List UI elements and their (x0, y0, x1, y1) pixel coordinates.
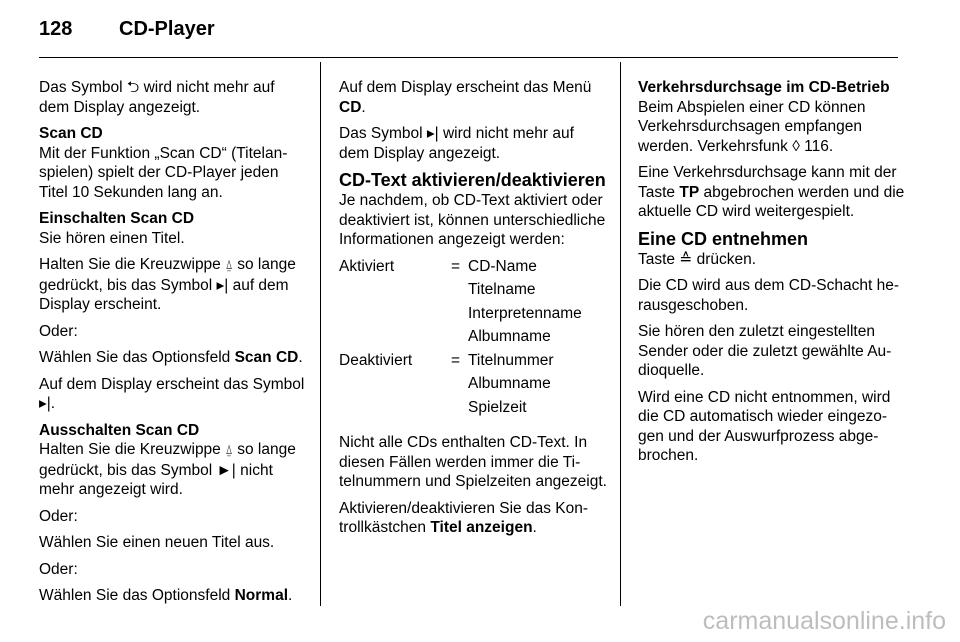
deactivated-value: Albumname (468, 375, 551, 392)
menu-cd-paragraph (339, 78, 607, 117)
scan-on-paragraph-5: Auf dem Display erscheint das Symbol ▸|. (39, 375, 305, 412)
table-row (339, 374, 582, 398)
equals-sign: = (451, 257, 461, 275)
scan-on-section (39, 209, 307, 248)
column-3 (638, 78, 906, 473)
checkbox-paragraph (339, 499, 607, 538)
scan-on-paragraph-4 (39, 348, 307, 368)
oder-2: Oder: (39, 507, 78, 525)
text-run: Aktivieren/deaktivieren Sie das Kontrollkästchen (339, 499, 589, 536)
text-run: Halten Sie die Kreuzwippe (39, 256, 226, 273)
scan-off-heading: Ausschalten Scan CD (39, 421, 200, 439)
eject-paragraph-1: Taste ≙ drücken. (638, 250, 757, 268)
page-header (39, 18, 215, 48)
activated-value: Interpretenname (468, 304, 582, 322)
symbol-paragraph: Das Symbol ▸| wird nicht mehr auf dem Display angezeigt. (339, 125, 574, 162)
tp-key: TP (679, 183, 700, 201)
column-divider-1 (320, 62, 321, 606)
eject-paragraph-3: Sie hören den zuletzt eingestellten Sender oder die zuletzt gewählte Audioquelle. (638, 323, 892, 379)
table-row (339, 351, 582, 375)
text-run: so lange gedrückt, bis das Symbol ►| nicht mehr angezeigt wird. (39, 441, 296, 498)
activated-value: CD-Name (468, 257, 537, 275)
eject-heading: Eine CD entnehmen (638, 228, 809, 249)
page-title: CD-Player (119, 18, 215, 40)
traffic-text: Beim Abspielen einer CD können Verkehrsdurchsagen empfangen werden. Verkehrsfunk ◊ 116. (638, 98, 866, 155)
watermark: carmanualsonline.info (702, 607, 946, 635)
text-run: Eine Verkehrsdurchsage kann mit der Taste (638, 164, 897, 201)
oder-1: Oder: (39, 322, 78, 340)
scan-cd-heading: Scan CD (39, 125, 103, 142)
term-activated: Aktiviert (339, 257, 395, 275)
option-scan-cd: Scan CD (234, 349, 299, 366)
activated-value: Albumname (468, 328, 551, 345)
text-run: . (298, 349, 303, 366)
scan-off-section (39, 421, 307, 500)
text-run: abgebrochen werden und die aktuelle CD wird weitergespielt. (638, 183, 905, 220)
traffic-paragraph-2 (638, 163, 906, 222)
deactivated-value: Titelnummer (468, 351, 554, 369)
table-row (339, 257, 582, 281)
scan-on-paragraph-2 (39, 255, 307, 315)
term-deactivated: Deaktiviert (339, 351, 413, 369)
text-run: Halten Sie die Kreuzwippe (39, 441, 226, 458)
column-2 (339, 78, 607, 545)
column-divider-2 (620, 62, 621, 606)
option-normal: Normal (234, 587, 288, 604)
table-row (339, 280, 582, 304)
table-row (339, 304, 582, 328)
eject-paragraph-2: Die CD wird aus dem CD-Schacht herausgeschoben. (638, 277, 900, 314)
page-number: 128 (39, 18, 73, 40)
menu-cd: CD (339, 98, 362, 116)
eject-paragraph-4: Wird eine CD nicht entnommen, wird die CD automatisch wieder eingezogen und der Auswurfprozess abgebrochen. (638, 388, 891, 464)
text-run: Wählen Sie das Optionsfeld (39, 587, 235, 604)
rocker-up-icon: ⍙ (225, 258, 233, 273)
cd-text-intro: Je nachdem, ob CD-Text aktiviert oder deaktiviert ist, können unterschiedliche Informationen angezeigt werden: (339, 192, 606, 248)
traffic-heading: Verkehrsdurchsage im CD-Betrieb (638, 79, 890, 96)
scan-on-heading: Einschalten Scan CD (39, 210, 195, 227)
cd-text-table (339, 257, 582, 422)
intro-paragraph: Das Symbol ⮌ wird nicht mehr auf dem Display angezeigt. (39, 79, 275, 116)
text-run: . (361, 98, 366, 116)
traffic-section (638, 78, 906, 156)
header-rule (39, 57, 898, 58)
text-run: Auf dem Display erscheint das Menü (339, 79, 592, 96)
cd-text-heading: CD-Text aktivieren/deaktivieren (339, 170, 606, 190)
text-run: so lange gedrückt, bis das Symbol ▸| auf dem Display erscheint. (39, 256, 296, 313)
scan-cd-text: Mit der Funktion „Scan CD“ (Titelanspielen) spielt der CD-Player jeden Titel 10 Sekunden lang an. (39, 144, 288, 201)
cd-text-note: Nicht alle CDs enthalten CD-Text. In diesen Fällen werden immer die Titelnummern und Spielzeiten angezeigt. (339, 434, 607, 490)
scan-on-text: Sie hören einen Titel. (39, 229, 185, 247)
scan-off-paragraph-5 (39, 586, 307, 606)
equals-sign: = (451, 351, 461, 369)
table-row (339, 398, 582, 422)
deactivated-value: Spielzeit (468, 398, 527, 416)
scan-cd-section (39, 124, 307, 202)
text-run: . (288, 587, 293, 604)
column-1 (39, 78, 307, 613)
scan-off-text (39, 440, 307, 500)
scan-off-paragraph-3: Wählen Sie einen neuen Titel aus. (39, 534, 275, 551)
rocker-up-icon: ⍙ (225, 443, 233, 458)
text-run: . (532, 519, 537, 536)
table-row (339, 327, 582, 351)
oder-3: Oder: (39, 560, 78, 578)
text-run: Wählen Sie das Optionsfeld (39, 349, 235, 366)
checkbox-titel-anzeigen: Titel anzeigen (430, 519, 533, 536)
activated-value: Titelname (468, 281, 536, 298)
